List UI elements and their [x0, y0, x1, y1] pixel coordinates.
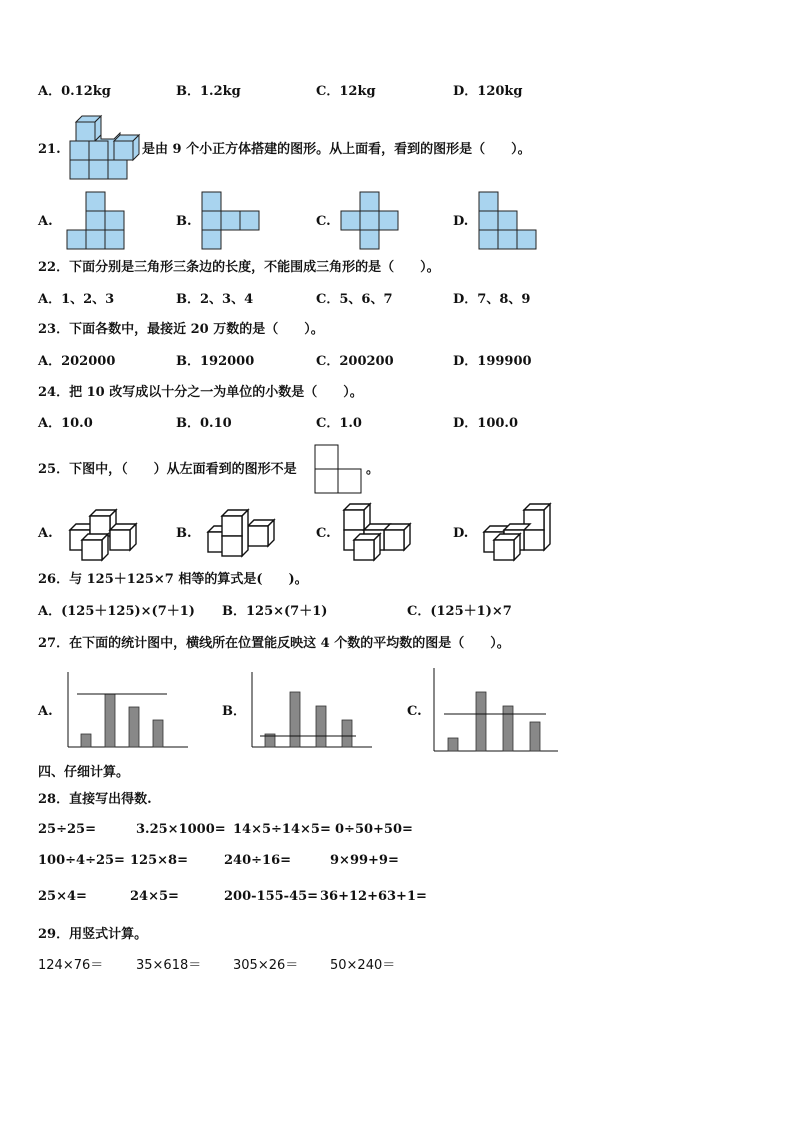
q22-option-b [176, 292, 253, 308]
q23-stem: 23．下面各数中，最接近 20 万数的是（ ）。 [38, 322, 324, 337]
q25-left-view-figure [314, 444, 364, 496]
q23-option-c [316, 354, 394, 370]
q28-item: 200-155-45= [224, 889, 319, 904]
q25-option-d-figure [480, 502, 556, 562]
q23-option-d-text: 199900 [477, 354, 532, 369]
q24-option-c-letter: C． [316, 416, 340, 431]
q22-option-d [453, 292, 530, 308]
q24-option-a-letter: A． [38, 416, 62, 431]
q24-option-a [38, 416, 93, 432]
q28-item: 25÷25= [38, 822, 96, 837]
q23-option-b [176, 354, 254, 370]
q26-option-a-text: (125＋125)×(7＋1) [61, 604, 195, 619]
q26-option-a-letter: A． [38, 604, 62, 619]
q26-option-c [407, 604, 512, 620]
q23-option-a-text: 202000 [61, 354, 116, 369]
q27-option-c-letter: C. [407, 704, 422, 719]
q24-option-d-text: 100.0 [477, 416, 518, 431]
q20-option-a-text: 0.12kg [61, 84, 111, 99]
q27-stem: 27．在下面的统计图中，横线所在位置能反映这 4 个数的平均数的图是（ ）。 [38, 636, 510, 651]
q20-option-a-letter: A． [38, 84, 62, 99]
q21-cube-structure-figure [68, 114, 140, 182]
q21-option-b-figure [202, 192, 260, 250]
q20-option-d-text: 120kg [477, 84, 523, 99]
q25-stem-end: 。 [366, 462, 380, 477]
q21-option-b-letter: B. [176, 214, 192, 229]
q25-option-a-figure [66, 506, 142, 562]
q22-option-c-text: 5、6、7 [339, 292, 393, 307]
q20-option-d-letter: D． [453, 84, 478, 99]
q20-option-a [38, 84, 111, 100]
q24-option-a-text: 10.0 [61, 416, 93, 431]
q22-option-b-letter: B． [176, 292, 200, 307]
q21-option-c-figure [341, 192, 399, 250]
q20-option-d [453, 84, 523, 100]
q24-stem: 24．把 10 改写成以十分之一为单位的小数是（ ）。 [38, 385, 363, 400]
q27-option-a-letter: A. [38, 704, 53, 719]
q21-option-d-figure [479, 192, 537, 250]
q25-option-d-letter: D. [453, 526, 469, 541]
q26-option-b-text: 125×(7＋1) [246, 604, 328, 619]
q20-option-c-text: 12kg [339, 84, 376, 99]
q24-option-c [316, 416, 362, 432]
q23-option-d [453, 354, 532, 370]
q20-option-b-text: 1.2kg [200, 84, 241, 99]
q28-stem: 28．直接写出得数. [38, 792, 152, 807]
q29-item: 35×618＝ [136, 958, 202, 973]
q24-option-b [176, 416, 232, 432]
q23-option-c-letter: C． [316, 354, 340, 369]
q28-item: 3.25×1000= [136, 822, 226, 837]
q22-option-b-text: 2、3、4 [200, 292, 254, 307]
q28-item: 24×5= [130, 889, 179, 904]
q22-option-c-letter: C． [316, 292, 340, 307]
q20-option-b [176, 84, 241, 100]
q26-stem: 26．与 125＋125×7 相等的算式是( )。 [38, 572, 308, 587]
q22-option-d-text: 7、8、9 [477, 292, 531, 307]
q24-option-b-text: 0.10 [200, 416, 232, 431]
q28-item: 9×99+9= [330, 853, 399, 868]
q22-option-d-letter: D． [453, 292, 478, 307]
q29-item: 305×26＝ [233, 958, 299, 973]
q27-option-a-chart [66, 672, 188, 750]
q28-item: 125×8= [130, 853, 188, 868]
q29-stem: 29．用竖式计算。 [38, 927, 148, 942]
q23-option-b-letter: B． [176, 354, 200, 369]
q29-item: 50×240＝ [330, 958, 396, 973]
q27-option-b-chart [250, 672, 372, 750]
q23-option-a [38, 354, 115, 370]
q24-option-c-text: 1.0 [339, 416, 362, 431]
q28-item: 240÷16= [224, 853, 292, 868]
q25-option-b-letter: B. [176, 526, 192, 541]
q21-option-d-letter: D. [453, 214, 469, 229]
q29-item: 124×76＝ [38, 958, 104, 973]
q28-item: 0÷50+50= [335, 822, 413, 837]
q27-option-b-letter: B． [222, 704, 246, 719]
q20-option-c-letter: C． [316, 84, 340, 99]
q24-option-d-letter: D． [453, 416, 478, 431]
q22-option-a [38, 292, 114, 308]
q28-item: 100÷4÷25= [38, 853, 125, 868]
q21-number: 21. [38, 142, 61, 157]
q26-option-b-letter: B． [222, 604, 246, 619]
q23-option-b-text: 192000 [200, 354, 255, 369]
q26-option-c-text: (125＋1)×7 [430, 604, 512, 619]
q26-option-c-letter: C． [407, 604, 431, 619]
q21-option-a-figure [67, 192, 125, 250]
q24-option-b-letter: B． [176, 416, 200, 431]
q28-item: 14×5÷14×5= [233, 822, 331, 837]
q28-item: 25×4= [38, 889, 87, 904]
q25-option-c-letter: C. [316, 526, 331, 541]
q22-option-a-text: 1、2、3 [61, 292, 115, 307]
q22-option-c [316, 292, 393, 308]
q25-stem: 25．下图中，（ ）从左面看到的图形不是 [38, 462, 297, 477]
q22-stem: 22．下面分别是三角形三条边的长度，不能围成三角形的是（ ）。 [38, 260, 440, 275]
q27-option-c-chart [432, 668, 558, 752]
q25-option-c-figure [340, 502, 416, 562]
q22-option-a-letter: A． [38, 292, 62, 307]
q28-item: 36+12+63+1= [320, 889, 427, 904]
q21-stem: 是由 9 个小正方体搭建的图形。从上面看，看到的图形是（ ）。 [142, 142, 531, 157]
q21-option-a-letter: A. [38, 214, 53, 229]
q26-option-b [222, 604, 327, 620]
q25-option-b-figure [204, 506, 280, 562]
q20-option-b-letter: B． [176, 84, 200, 99]
q20-option-c [316, 84, 376, 100]
q23-option-c-text: 200200 [339, 354, 394, 369]
q21-option-c-letter: C. [316, 214, 331, 229]
q26-option-a [38, 604, 195, 620]
q23-option-a-letter: A． [38, 354, 62, 369]
q23-option-d-letter: D． [453, 354, 478, 369]
q25-option-a-letter: A. [38, 526, 53, 541]
section-4-title: 四、仔细计算。 [38, 765, 130, 780]
q24-option-d [453, 416, 518, 432]
